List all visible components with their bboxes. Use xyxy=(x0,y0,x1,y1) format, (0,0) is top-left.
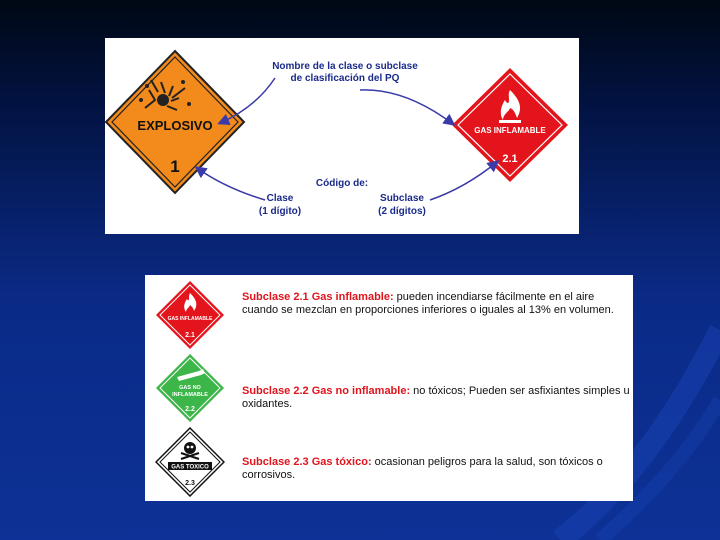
subclass-2-1-sign-number: 2.1 xyxy=(185,332,195,339)
clase-label: Clase xyxy=(266,193,294,204)
explosive-sign-text: EXPLOSIVO xyxy=(137,118,213,133)
subclass-2-1-title: Subclase 2.1 Gas inflamable: xyxy=(242,291,394,303)
subclass-2-2-text: no tóxicos; Pueden ser asfixiantes simples u oxidantes. xyxy=(242,385,630,410)
subclass-2-1-sign xyxy=(155,280,225,350)
arrow-to-subclass-number xyxy=(430,162,497,200)
flammable-gas-sign xyxy=(452,68,568,182)
subclass-2-2-description xyxy=(242,385,630,410)
flammable-sign-text: GAS INFLAMABLE xyxy=(474,126,546,135)
subclass-2-3-title: Subclase 2.3 Gas tóxico: xyxy=(242,456,372,468)
subclass-2-2-title: Subclase 2.2 Gas no inflamable: xyxy=(242,385,411,397)
subclass-2-2-sign-text-line1: GAS NO xyxy=(179,385,201,391)
flammable-sign-number: 2.1 xyxy=(502,153,518,165)
subclass-2-3-sign-text: GAS TOXICO xyxy=(171,464,209,471)
subclass-2-3-text: ocasionan peligros para la salud, son tóxicos o corrosivos. xyxy=(242,456,603,481)
subclass-2-1-sign-text: GAS INFLAMABLE xyxy=(167,316,213,322)
arrow-to-flammable-name xyxy=(360,90,453,124)
subclass-2-2-sign-text-line2: INFLAMABLE xyxy=(172,392,208,398)
subclase-label: Subclase xyxy=(380,193,424,204)
class-name-label: Nombre de la clase o subclase de clasificación del PQ xyxy=(272,61,418,84)
subclase-digits-label: (2 dígitos) xyxy=(378,206,426,217)
clase-digits-label: (1 dígito) xyxy=(258,206,302,217)
subclass-2-2-sign-number: 2.2 xyxy=(185,406,195,413)
code-label: Código de: xyxy=(315,178,369,189)
subclass-2-2-sign xyxy=(155,353,225,423)
subclass-2-3-sign xyxy=(155,427,225,497)
classification-diagram-panel xyxy=(105,38,579,234)
subclass-2-1-description xyxy=(242,291,630,316)
explosive-sign-number: 1 xyxy=(170,157,180,176)
subclass-2-1-text: pueden incendiarse fácilmente en el aire cuando se mezclan en proporciones inferiores o iguales al 13% en volumen. xyxy=(242,291,614,316)
subclass-list-panel xyxy=(145,275,633,501)
subclass-2-3-description xyxy=(242,456,630,481)
subclass-2-3-sign-number: 2.3 xyxy=(185,480,195,487)
